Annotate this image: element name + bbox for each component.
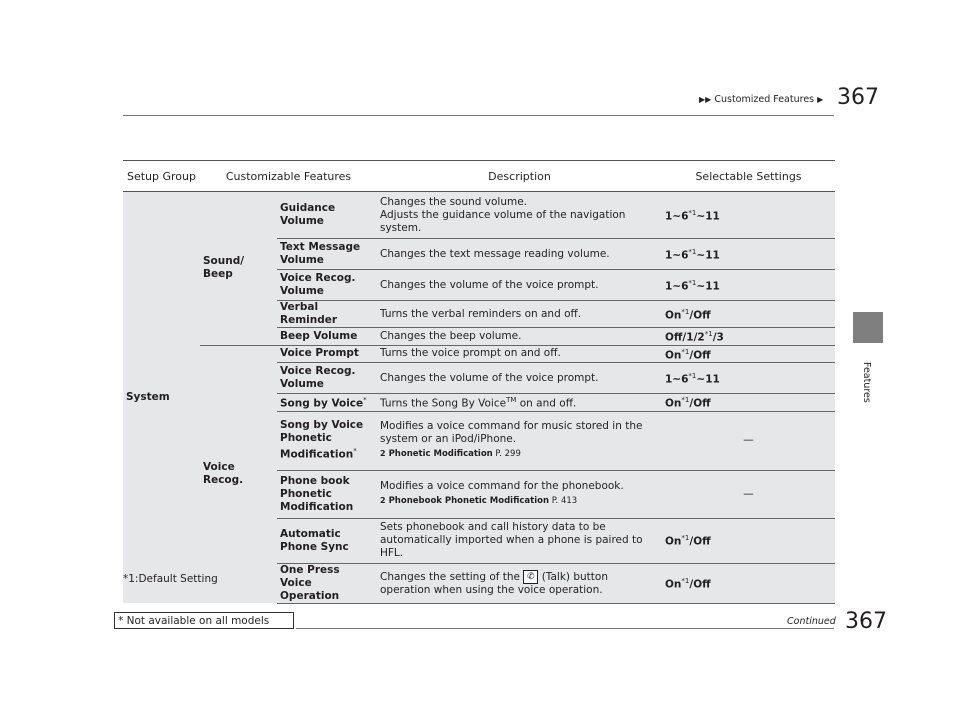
- feature-cell: Guidance Volume: [277, 192, 377, 239]
- customizable-features-table: [123, 160, 835, 604]
- setting-cell: [662, 345, 835, 363]
- setting-value: 1~6: [665, 249, 689, 262]
- setting-value: ~11: [696, 280, 720, 293]
- setting-value: On: [665, 535, 682, 548]
- description-cell: Changes the beep volume.: [377, 328, 662, 346]
- table-row: [123, 192, 835, 239]
- description-cell: [377, 192, 662, 239]
- feature-cell: Beep Volume: [277, 328, 377, 346]
- footnote-mark: *1: [681, 534, 690, 543]
- availability-mark: *: [353, 447, 357, 456]
- setting-value: On: [665, 397, 682, 410]
- footnote-mark: *1: [688, 247, 697, 256]
- feature-cell: Phone book Phonetic Modification: [277, 470, 377, 518]
- description-cell: Changes the volume of the voice prompt.: [377, 270, 662, 301]
- footnote-mark: *1: [704, 330, 713, 338]
- setting-value: ~11: [696, 373, 720, 386]
- section-label: Features: [861, 362, 872, 403]
- page-number-bottom: 367: [845, 609, 887, 634]
- setting-value: —: [743, 487, 754, 500]
- cross-reference[interactable]: [380, 494, 659, 508]
- setting-value: 1~6: [665, 373, 689, 386]
- bottom-rule: [296, 628, 834, 629]
- setting-value: 1~6: [665, 280, 689, 293]
- reference-title: Phonebook Phonetic Modification: [388, 496, 550, 506]
- default-setting-footnote: *1:Default Setting: [123, 573, 218, 585]
- feature-cell: [277, 394, 377, 412]
- description-cell: Turns the voice prompt on and off.: [377, 345, 662, 363]
- setting-cell: [662, 518, 835, 563]
- description-cell: [377, 394, 662, 412]
- setting-cell: [662, 192, 835, 239]
- description-text: Modifies a voice command for music stored in the system or an iPod/iPhone.: [380, 420, 643, 445]
- description-text: Adjusts the guidance volume of the navigation system.: [380, 208, 626, 234]
- breadcrumb-arrows-icon: ▶▶: [699, 95, 712, 104]
- setting-cell: [662, 394, 835, 412]
- table-header-row: [123, 161, 835, 192]
- feature-cell: Voice Recog. Volume: [277, 270, 377, 301]
- setting-cell: [662, 470, 835, 518]
- breadcrumb-arrow-icon: ▶: [817, 95, 824, 104]
- setting-value: /Off: [689, 397, 711, 410]
- header-customizable-features: Customizable Features: [200, 161, 377, 192]
- description-text: on and off.: [516, 397, 577, 410]
- footnote-mark: *1: [688, 208, 697, 217]
- description-cell: [377, 470, 662, 518]
- description-cell: Changes the volume of the voice prompt.: [377, 363, 662, 394]
- feature-cell: Verbal Reminder: [277, 301, 377, 328]
- setting-value: /Off: [689, 349, 711, 361]
- description-text: (Talk) button operation when using the voice operation.: [380, 570, 608, 596]
- setting-value: 1~6: [665, 210, 689, 223]
- breadcrumb-label: Customized Features: [714, 94, 815, 105]
- setting-value: ~11: [696, 249, 720, 262]
- setting-value: /Off: [689, 578, 711, 591]
- setting-value: —: [743, 434, 754, 446]
- talk-icon: ✆: [523, 570, 538, 584]
- feature-cell: Voice Prompt: [277, 345, 377, 363]
- description-cell: [377, 411, 662, 470]
- description-text: Changes the setting of the: [380, 570, 521, 583]
- subgroup-cell: Voice Recog.: [200, 345, 277, 603]
- trademark-mark: TM: [506, 396, 517, 404]
- footnote-mark: *1: [681, 347, 690, 356]
- setting-value: /Off: [689, 309, 711, 322]
- header-description: Description: [377, 161, 662, 192]
- feature-text: Song by Voice: [280, 397, 364, 410]
- feature-cell: Text Message Volume: [277, 239, 377, 270]
- footnote-mark: *1: [681, 396, 690, 404]
- header-selectable-settings: Selectable Settings: [662, 161, 835, 192]
- setting-cell: [662, 270, 835, 301]
- description-cell: Sets phonebook and call history data to be automatically imported when a phone is paired to HFL.: [377, 518, 662, 563]
- setting-cell: [662, 563, 835, 603]
- setting-value: Off/1/2: [665, 331, 705, 344]
- setting-value: On: [665, 309, 682, 322]
- setting-value: On: [665, 349, 682, 361]
- description-text: Changes the sound volume.: [380, 195, 528, 208]
- cross-reference[interactable]: [380, 447, 659, 461]
- setting-cell: [662, 411, 835, 470]
- availability-mark: *: [363, 396, 367, 404]
- setting-cell: [662, 301, 835, 328]
- table-row: [123, 345, 835, 363]
- description-cell: [377, 563, 662, 603]
- reference-page: P. 299: [492, 449, 521, 459]
- page-number: 367: [837, 85, 879, 110]
- footnote-mark: *1: [681, 307, 690, 316]
- setting-cell: [662, 363, 835, 394]
- description-text: Modifies a voice command for the phonebook.: [380, 480, 624, 492]
- setting-value: /Off: [689, 535, 711, 548]
- subgroup-cell: Sound/ Beep: [200, 192, 277, 346]
- group-cell: System: [123, 192, 200, 604]
- description-cell: Turns the verbal reminders on and off.: [377, 301, 662, 328]
- feature-cell: Automatic Phone Sync: [277, 518, 377, 563]
- top-rule: [123, 115, 834, 116]
- footnote-mark: *1: [688, 371, 697, 380]
- setting-value: On: [665, 578, 682, 591]
- reference-arrow-icon: 2: [380, 449, 386, 458]
- section-tab: [853, 312, 883, 343]
- description-cell: Changes the text message reading volume.: [377, 239, 662, 270]
- description-text: Turns the Song By Voice: [380, 397, 507, 410]
- breadcrumb: [699, 94, 823, 105]
- reference-title: Phonetic Modification: [388, 449, 493, 459]
- reference-arrow-icon: 2: [380, 496, 386, 505]
- feature-cell: Voice Recog. Volume: [277, 363, 377, 394]
- continued-label: Continued: [787, 616, 836, 627]
- setting-cell: [662, 328, 835, 346]
- header-setup-group: Setup Group: [123, 161, 200, 192]
- footnote-mark: *1: [688, 278, 697, 287]
- setting-value: ~11: [696, 210, 720, 223]
- feature-cell: [277, 411, 377, 470]
- availability-note: * Not available on all models: [114, 612, 294, 629]
- feature-text: Song by Voice Phonetic Modification: [280, 419, 364, 461]
- reference-page: P. 413: [549, 496, 578, 506]
- feature-cell: One Press Voice Operation: [277, 563, 377, 603]
- setting-cell: [662, 239, 835, 270]
- footnote-mark: *1: [681, 576, 690, 585]
- setting-value: /3: [712, 331, 724, 344]
